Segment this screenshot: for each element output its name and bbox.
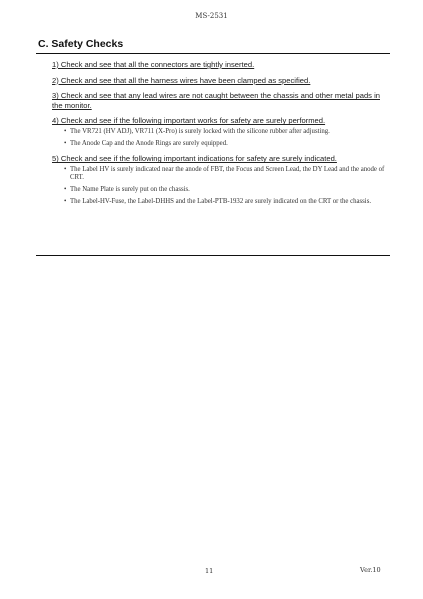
document-id: MS-2531 xyxy=(195,12,228,20)
checklist-item xyxy=(52,60,392,70)
sub-list-item-text: The Name Plate is surely put on the chassis. xyxy=(70,185,190,193)
sub-list-item xyxy=(64,140,392,149)
checklist-item-text: 5) Check and see if the following important indications for safety are surely indicated. xyxy=(52,154,337,164)
checklist-item-text: 3) Check and see that any lead wires are not caught between the chassis and other metal pads in the monitor. xyxy=(52,91,380,110)
checklist xyxy=(52,60,392,212)
checklist-item xyxy=(52,154,392,206)
section-divider-bottom xyxy=(36,255,390,256)
bullet-icon: • xyxy=(64,127,67,135)
sub-list-item-text: The VR721 (HV ADJ), VR711 (X-Pro) is surely locked with the silicone rubber after adjusting. xyxy=(70,127,330,135)
sub-list-item-text: The Label-HV-Fuse, the Label-DHHS and the Label-PTB-1932 are surely indicated on the CRT or the chassis. xyxy=(70,197,372,205)
sub-list-item xyxy=(64,198,392,207)
section-divider-top xyxy=(36,53,390,54)
bullet-icon: • xyxy=(64,185,67,193)
sub-list-item-text: The Anode Cap and the Anode Rings are surely equipped. xyxy=(70,139,228,147)
section-title: C. Safety Checks xyxy=(38,38,124,50)
checklist-item-text: 4) Check and see if the following important works for safety are surely performed. xyxy=(52,116,326,126)
checklist-item xyxy=(52,76,392,86)
checklist-item xyxy=(52,116,392,148)
sub-list xyxy=(64,128,392,148)
sub-list-item xyxy=(64,128,392,137)
sub-list-item-text: The Label HV is surely indicated near the anode of FBT, the Focus and Screen Lead, the DY Lead and the anode of CRT. xyxy=(70,165,385,182)
page-number: 11 xyxy=(205,567,214,575)
checklist-item xyxy=(52,91,392,110)
checklist-item-text: 1) Check and see that all the connectors are tightly inserted. xyxy=(52,60,255,69)
sub-list xyxy=(64,166,392,206)
version-label: Ver.10 xyxy=(360,566,381,574)
checklist-item-text: 2) Check and see that all the harness wires have been clamped as specified. xyxy=(52,75,311,85)
sub-list-item xyxy=(64,186,392,195)
sub-list-item xyxy=(64,166,392,183)
bullet-icon: • xyxy=(64,197,67,205)
bullet-icon: • xyxy=(64,165,67,173)
bullet-icon: • xyxy=(64,139,67,147)
